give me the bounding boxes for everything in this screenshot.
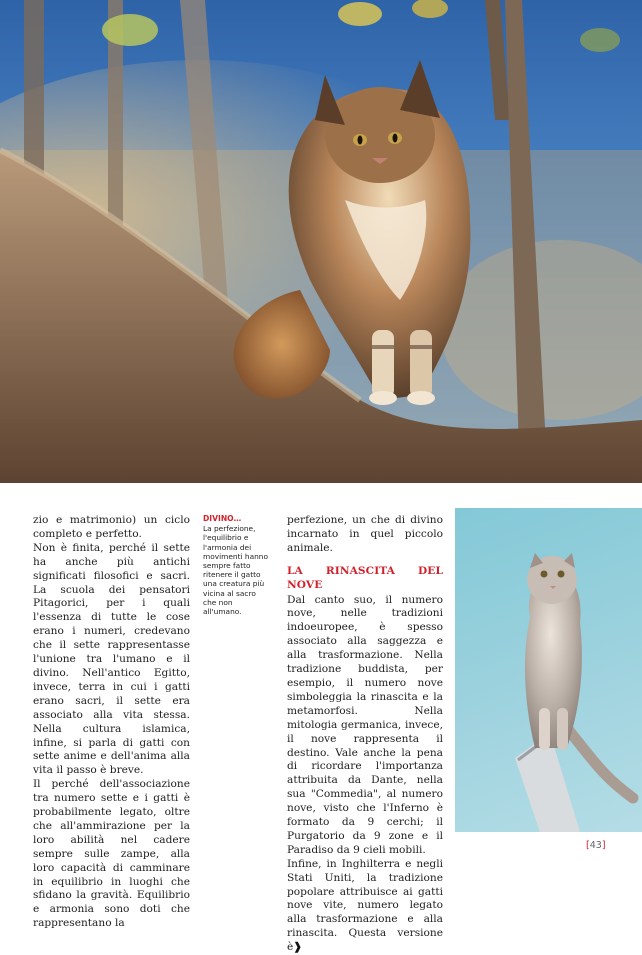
sidebar-title: DIVINO… — [203, 514, 242, 523]
paragraph-text: Infine, in Inghilterra e negli Stati Uniti, la tradizione popolare attribuisce ai gatti nove vite, numero legato alla trasformazione e alla rinascita. Questa versione è — [287, 857, 443, 954]
side-photo-illustration — [455, 508, 642, 832]
sidebar-text: La perfezione, l'equilibrio e l'armonia dei movimenti hanno sempre fatto ritenere il gatto una creatura più vicina al sacro che non all'umano. — [203, 524, 268, 617]
paragraph: zio e matrimonio) un ciclo completo e perfetto. — [33, 514, 190, 540]
article-left-column — [33, 514, 190, 931]
page-number-bracket-close: ] — [601, 840, 606, 851]
page-number — [586, 840, 606, 851]
paragraph: Dal canto suo, il numero nove, nelle tradizioni indoeuropee, è spesso associato alla saggezza e alla trasformazione. Nella tradizione buddista, per esempio, il numero nove simboleggia la rinascita e la metamorfosi. Nella mitologia germanica, invece, il nove rappresenta il destino. Vale anche la pena di ricordare l'importanza attribuita da Dante, nella sua "Commedia", al numero nove, visto che l'Inferno è formato da 9 cerchi; il Purgatorio da 9 zone e il Paradiso da 9 cieli mobili. — [287, 593, 443, 856]
page-number-bracket-open: [ — [586, 840, 590, 851]
sidebar-caption — [203, 514, 269, 616]
continue-mark-icon: ❱ — [293, 941, 303, 954]
paragraph: Il perché dell'associazione tra numero sette e i gatti è probabilmente legato, oltre che all'ammirazione per la loro abilità nel cadere sempre sulle zampe, alla loro capacità di camminare in equilibrio in luoghi che sfidano la gravità. Equilibrio e armonia sono doti che rappresentano la — [33, 778, 190, 930]
article-middle-column — [287, 514, 443, 955]
paragraph: perfezione, un che di divino incarnato in quel piccolo animale. — [287, 514, 443, 554]
paragraph: Non è finita, perché il sette ha anche più antichi significati filosofici e sacri. La scuola dei pensatori Pitagorici, per i quali l'essenza di tutte le cose erano i numeri, credevano che il sette rappresentasse l'unione tra l'umano e il divino. Nell'antico Egitto, invece, terra in cui i gatti erano sacri, il sette era associato alla vita stessa. Nella cultura islamica, infine, si parla di gatti con sette anime e dell'anima alla vita il passo è breve. — [33, 541, 190, 777]
section-heading: LA RINASCITA DEL NOVE — [287, 564, 443, 591]
page-number-value: 43 — [589, 840, 602, 851]
side-photo-grey-cat — [455, 508, 642, 832]
paragraph — [287, 858, 443, 955]
